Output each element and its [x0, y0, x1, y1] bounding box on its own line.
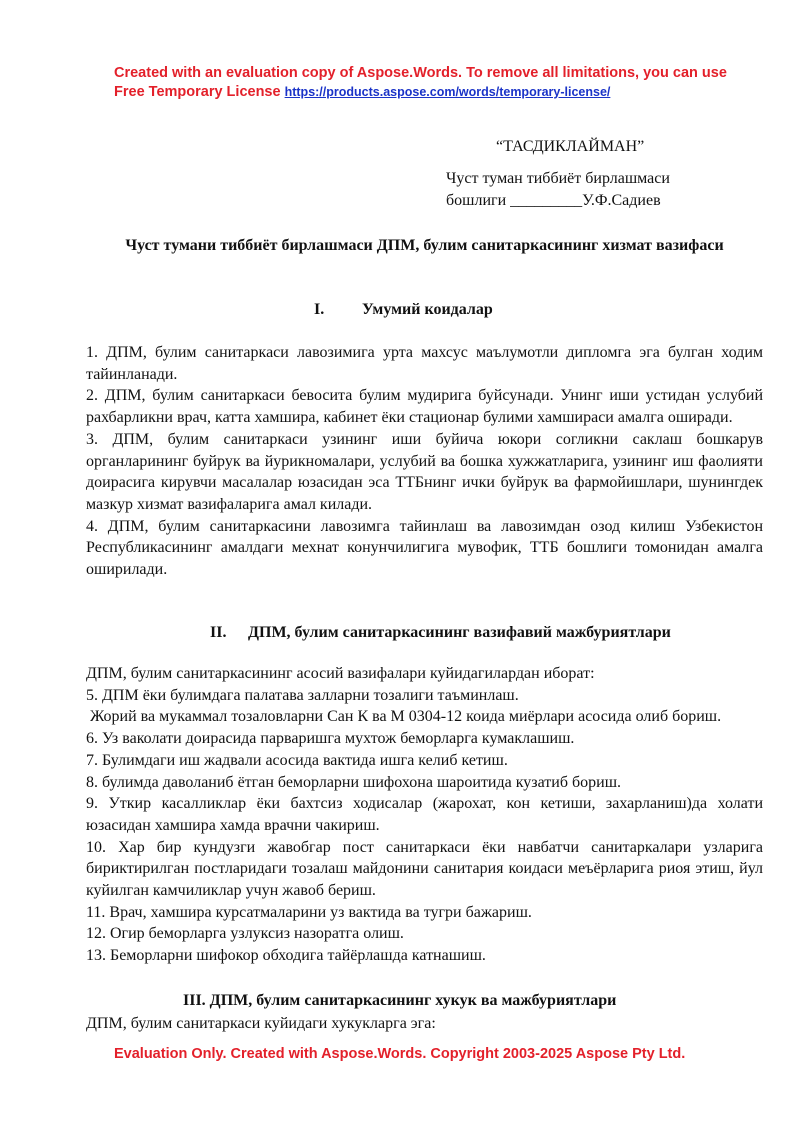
section-3-body — [86, 1013, 763, 1035]
section-2-item: Жорий ва мукаммал тозаловларни Сан К ва М 0304-12 коида миёрлари асосида олиб бориш. — [90, 708, 722, 726]
document-title: Чуст тумани тиббиёт бирлашмаси ДПМ, булим санитаркасининг хизмат вазифаси — [125, 237, 724, 254]
section-2-item: 10. Хар бир кундузги жавобгар пост санитаркаси ёки навбатчи санитаркалари узларига бириктирилган постларидаги тозалаш майдонини санитария коидаси меъёрларига риоя этиш, йул куйилган камчиликлар учун жавоб бериш. — [86, 838, 763, 900]
section-2-item: 13. Беморларни шифокор обходига тайёрлашда катнашиш. — [86, 947, 486, 965]
section-2-number: II. — [210, 624, 227, 641]
section-1-item: 3. ДПМ, булим санитаркаси узининг иши буйича юкори согликни саклаш бошкарув органларининг буйрук ва йурикномалари, услубий ва бошка хужжатларига, узининг иш фаолияти доирасига кирувчи масалалар юзасидан эса ТТБнинг ички буйрук ва фармойишлари, шунингдек мазкур хизмат вазифаларига амал килади. — [86, 430, 763, 513]
approval-title: “ТАСДИКЛАЙМАН” — [496, 138, 645, 155]
section-1-item: 2. ДПМ, булим санитаркаси бевосита булим мудирига буйсунади. Унинг иши устидан услубий рахбарликни врач, катта хамшира, кабинет ёки стационар булими хамшираси амалга оширади. — [86, 387, 763, 427]
evaluation-notice-bottom: Evaluation Only. Created with Aspose.Words. Copyright 2003-2025 Aspose Pty Ltd. — [114, 1046, 686, 1062]
approval-line-1: Чуст туман тиббиёт бирлашмаси — [446, 170, 670, 187]
section-2-title: ДПМ, булим санитаркасининг вазифавий мажбуриятлари — [248, 624, 671, 641]
section-1-item: 1. ДПМ, булим санитаркаси лавозимига урта махсус маълумотли дипломга эга булган ходим тайинланади. — [86, 344, 763, 383]
section-3-heading: III. ДПМ, булим санитаркасининг хукук ва мажбуриятлари — [183, 992, 617, 1009]
temporary-license-link[interactable]: https://products.aspose.com/words/temporary-license/ — [284, 85, 611, 99]
section-1-heading — [314, 299, 493, 320]
section-1-body — [86, 342, 763, 581]
section-2-item: 6. Уз ваколати доирасида парваришга мухтож беморларга кумаклашиш. — [86, 730, 575, 748]
section-2-item: 11. Врач, хамшира курсатмаларини уз вактида ва тугри бажариш. — [86, 903, 532, 921]
section-2-item: 7. Булимдаги иш жадвали асосида вактида ишга келиб кетиш. — [86, 751, 508, 769]
section-2-item: 8. булимда даволаниб ётган беморларни шифохона шароитида кузатиб бориш. — [86, 773, 622, 791]
evaluation-notice-top — [114, 64, 744, 102]
section-3-intro: ДПМ, булим санитаркаси куйидаги хукукларга эга: — [86, 1015, 436, 1032]
section-1-number: I. — [314, 301, 325, 318]
section-2-item: 5. ДПМ ёки булимдага палатава залларни тозалиги таъминлаш. — [86, 686, 519, 704]
section-2-item: 9. Уткир касалликлар ёки бахтсиз ходисалар (жарохат, кон кетиши, захарланиш)да холати юзасидан хамшира хамда врачни чакириш. — [86, 795, 763, 834]
section-1-title: Умумий коидалар — [362, 301, 493, 318]
section-2-heading — [210, 622, 671, 643]
approval-line-2: бошлиги _________У.Ф.Садиев — [446, 192, 661, 209]
section-2-intro: ДПМ, булим санитаркасининг асосий вазифалари куйидагилардан иборат: — [86, 665, 595, 682]
section-1-item: 4. ДПМ, булим санитаркасини лавозимга тайинлаш ва лавозимдан озод килиш Узбекистон Республикасининг амалдаги мехнат конунчилигига мувофик, ТТБ бошлиги томонидан амалга оширилади. — [86, 517, 763, 579]
section-2-item: 12. Огир беморларга узлуксиз назоратга олиш. — [86, 925, 404, 943]
section-2-body — [86, 663, 763, 967]
evaluation-notice-text: Created with an evaluation copy of Aspose.Words. To remove all limitations, you can use Free Temporary License — [114, 65, 727, 100]
